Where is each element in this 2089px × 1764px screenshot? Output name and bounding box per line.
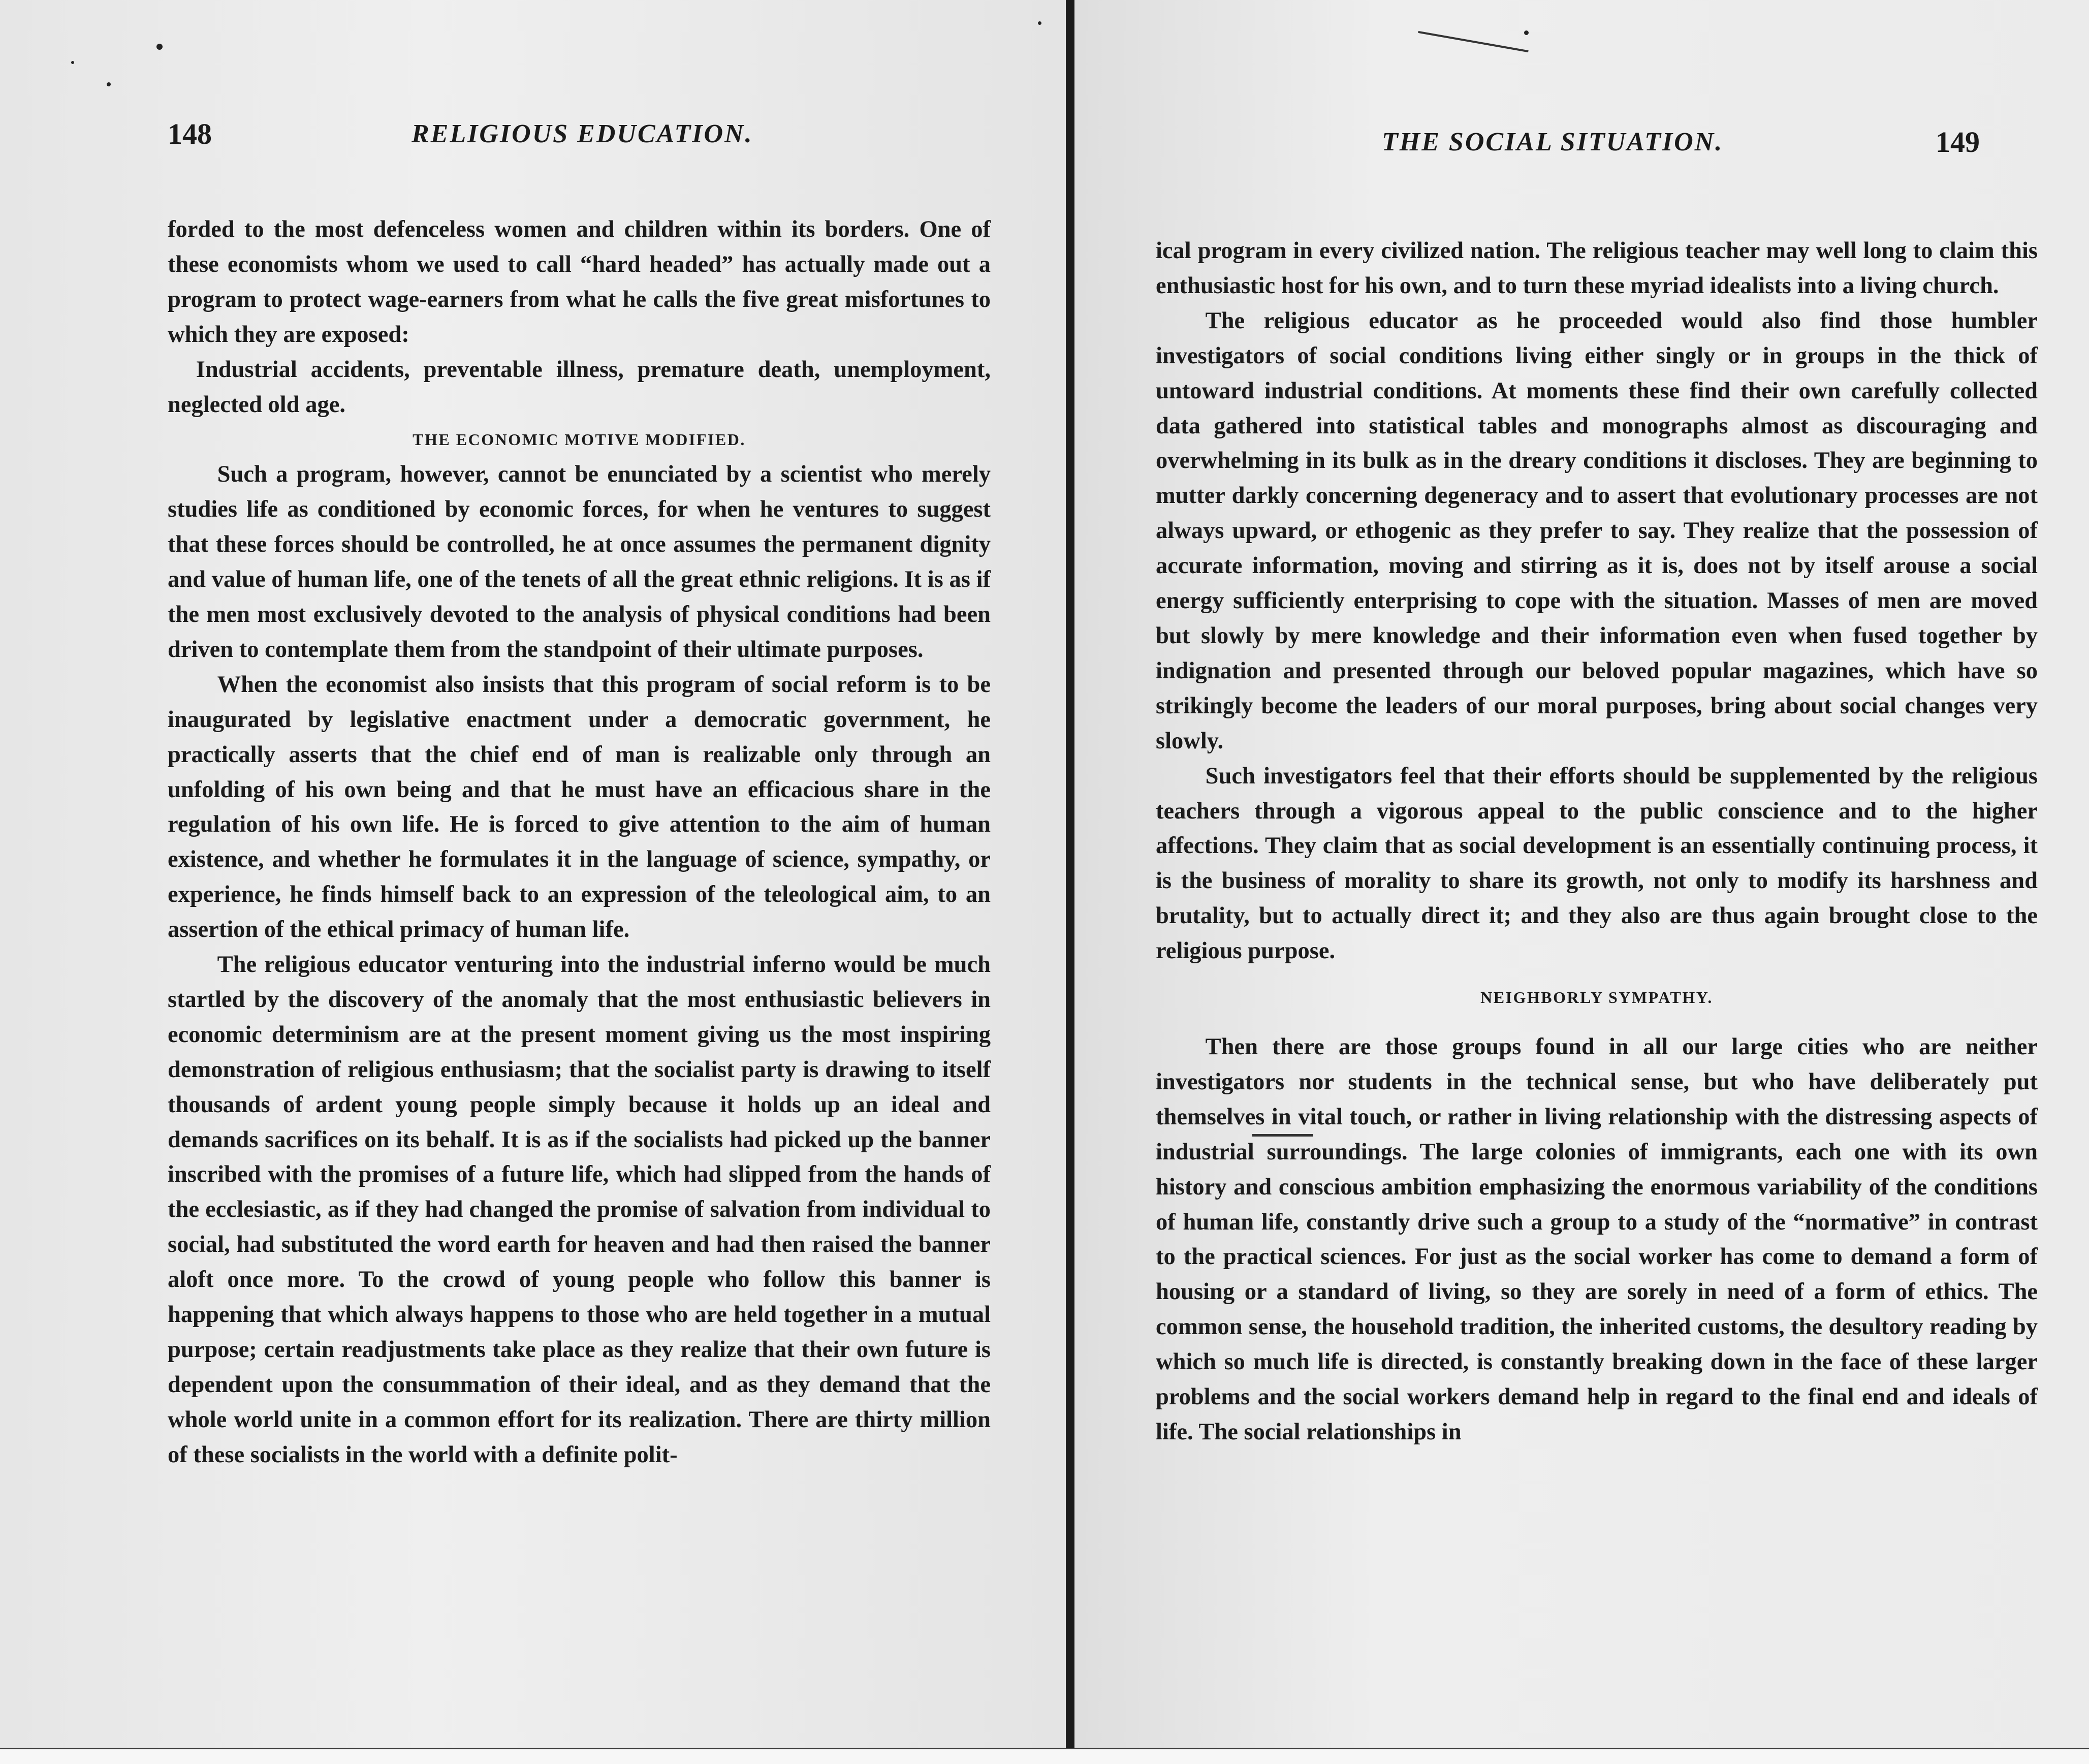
- book-gutter: [1066, 0, 1075, 1748]
- scan-bottom-edge: [0, 1748, 2089, 1764]
- left-paragraph-program: Such a program, however, cannot be enunciated by a scientist who merely studies life as conditioned by economic forces, for when he ventures to suggest that these forces should be controlled, he at once assumes the permanent dignity and value of human life, one of the tenets of all the great ethnic religions. It is as if the men most exclusively devoted to the analysis of physical conditions had been driven to contemplate them from the standpoint of their ultimate purposes.: [168, 461, 991, 663]
- left-page-number: 148: [168, 117, 212, 150]
- scan-mark: [1252, 1134, 1313, 1137]
- left-running-title: RELIGIOUS EDUCATION.: [412, 119, 753, 148]
- right-page-text: [1156, 234, 2038, 1450]
- left-page-text: [168, 212, 991, 1473]
- right-page: [1074, 0, 2089, 1748]
- left-paragraph-continuation: forded to the most defenceless women and children within its borders. One of these economists whom we used to call “hard headed” has actually made out a program to protect wage-earners from what he calls the five great misfortunes to which they are exposed:: [168, 216, 991, 348]
- left-paragraph-economist: When the economist also insists that this program of social reform is to be inaugurated by legislative enactment under a democratic government, he practically asserts that the chief end of man is realizable only through an unfolding of his own being and that he must have an efficacious share in the regulation of his own life. He is forced to give attention to the aim of human existence, and whether he formulates it in the language of science, sympathy, or experience, he finds himself back to an expression of the teleological aim, to an assertion of the ethical primacy of human life.: [168, 671, 991, 943]
- left-paragraph-religious-educator: The religious educator venturing into the industrial inferno would be much startled by the discovery of the anomaly that the most enthusiastic believers in economic determinism are at the present moment giving us the most inspiring demonstration of religious enthusiasm; that the socialist party is drawing to itself thousands of ardent young people simply because it holds up an ideal and demands sacrifices on its behalf. It is as if the socialists had picked up the banner inscribed with the promises of a future life, which had slipped from the hands of the ecclesiastic, as if they had changed the promise of salvation from individual to social, had substituted the word earth for heaven and had then raised the banner aloft once more. To the crowd of young people who follow this banner is happening that which always happens to those who are held together in a mutual purpose; certain readjustments take place as they realize that their own future is dependent upon the consummation of their ideal, and as they demand that the whole world unite in a common effort for its realization. There are thirty million of these socialists in the world with a definite polit-: [168, 952, 991, 1468]
- scan-speck: [71, 61, 74, 64]
- right-paragraph-continuation: ical program in every civilized nation. The religious teacher may well long to claim this enthusiastic host for his own, and to turn these myriad idealists into a living church.: [1156, 238, 2038, 299]
- right-paragraph-investigators: The religious educator as he proceeded would also find those humbler investigators of social conditions living either singly or in groups in the thick of untoward industrial conditions. At moments these find their own carefully collected data gathered into statistical tables and monographs almost as discouraging and overwhelming in its bulk as in the dreary conditions it discloses. They are beginning to mutter darkly concerning degeneracy and to assert that evolutionary processes are not always upward, or ethogenic as they prefer to say. They realize that the possession of accurate information, moving and stirring as it is, does not by itself arouse a social energy sufficiently enterprising to cope with the situation. Masses of men are moved but slowly by mere knowledge and their information even when fused together by indignation and presented through our beloved popular magazines, which have so strikingly become the leaders of our moral purposes, bring about social changes very slowly.: [1156, 307, 2038, 754]
- right-page-header: [1074, 117, 2089, 158]
- right-running-title: THE SOCIAL SITUATION.: [1382, 128, 1724, 156]
- right-section-heading: NEIGHBORLY SYMPATHY.: [1480, 988, 1713, 1007]
- right-paragraph-groups: Then there are those groups found in all our large cities who are neither investigators nor students in the technical sense, but who have deliberately put themselves in vital touch, or rather in living relationship with the distressing aspects of industrial surroundings. The large colonies of immigrants, each one with its own history and conscious ambition emphasizing the enormous variability of the conditions of human life, constantly drive such a group to a study of the “normative” in contrast to the practical sciences. For just as the social worker has come to demand a form of housing or a standard of living, so they are sorely in need of a form of ethics. The common sense, the household tradition, the inherited customs, the desultory reading by which so much life is directed, is constantly breaking down in the face of these larger problems and the social workers demand help in regard to the final end and ideals of life. The social relationships in: [1156, 1034, 2038, 1445]
- scan-speck: [1524, 30, 1529, 35]
- left-section-heading: THE ECONOMIC MOTIVE MODIFIED.: [413, 430, 746, 449]
- right-paragraph-supplemented: Such investigators feel that their efforts should be supplemented by the religious teachers through a vigorous appeal to the public conscience and to the higher affections. They claim that as social development is an essentially continuing process, it is the business of morality to share its growth, not only to modify its harshness and brutality, but to actually direct it; and they also are thus again brought close to the religious purpose.: [1156, 763, 2038, 964]
- right-page-number: 149: [1936, 125, 1980, 159]
- left-paragraph-misfortunes: Industrial accidents, preventable illness, premature death, unemployment, neglected old age.: [168, 356, 991, 418]
- left-page-header: [168, 117, 1006, 158]
- scan-speck: [156, 44, 163, 50]
- scan-speck: [107, 82, 111, 86]
- scan-speck: [1038, 21, 1041, 25]
